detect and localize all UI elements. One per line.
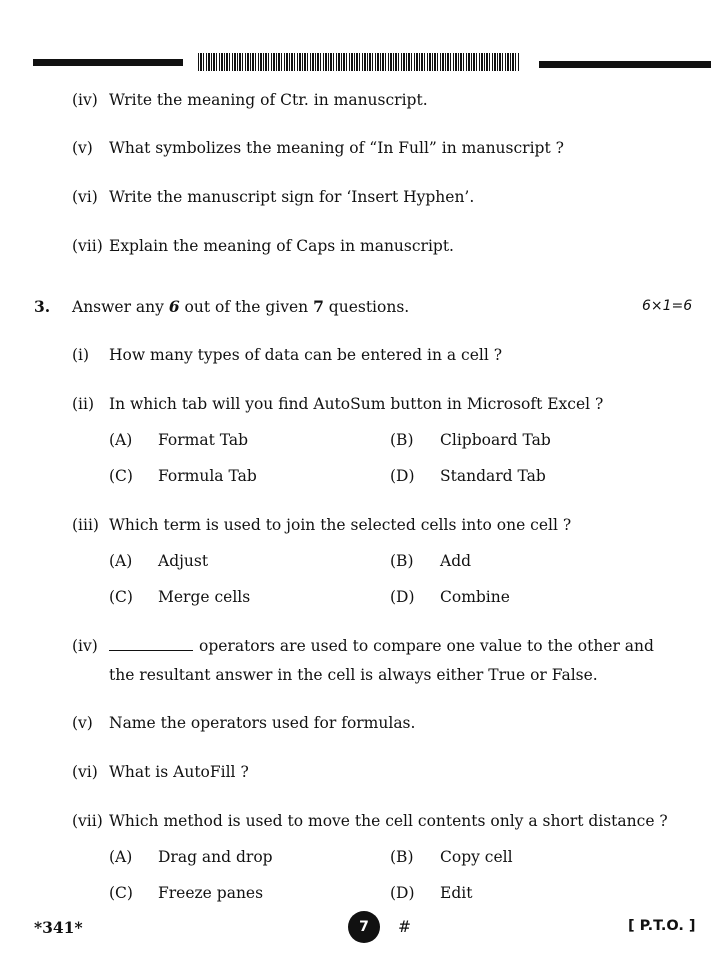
item-number: (ii) [72,395,95,413]
item-number: (iii) [72,516,99,534]
option-label: (B) [390,848,414,866]
barcode-icon [198,53,520,71]
option-text: Adjust [158,552,209,570]
instruction-count: 6 [168,297,180,316]
item-text: In which tab will you find AutoSum button in Microsoft Excel ? [109,395,604,413]
option-label: (C) [109,588,133,606]
marks-allocation: 6×1=6 [642,298,693,314]
option-text: Format Tab [158,431,249,449]
question-number: 3. [34,297,51,316]
answer-blank [109,638,193,651]
item-text: Which term is used to join the selected cells into one cell ? [109,516,572,534]
header-rule-left [33,59,183,66]
instruction-text: out of the given [179,298,314,316]
item-number: (vii) [72,812,103,830]
item-text: Write the manuscript sign for ‘Insert Hyphen’. [109,188,475,206]
option-text: Copy cell [440,848,513,866]
option-text: Add [440,552,472,570]
option-text: Drag and drop [158,848,273,866]
instruction-text: questions. [323,298,410,316]
option-label: (D) [390,467,415,485]
item-number: (i) [72,346,90,364]
item-number: (iv) [72,637,98,655]
option-text: Edit [440,884,473,902]
option-label: (C) [109,884,133,902]
item-number: (v) [72,139,93,157]
pto-label: [ P.T.O. ] [628,918,696,934]
item-text: Explain the meaning of Caps in manuscript. [109,237,454,255]
item-number: (vii) [72,237,103,255]
item-text: Which method is used to move the cell contents only a short distance ? [109,812,668,830]
option-label: (D) [390,884,415,902]
item-text: How many types of data can be entered in a cell ? [109,346,503,364]
option-text: Combine [440,588,510,606]
option-text: Clipboard Tab [440,431,551,449]
paper-code: *341* [34,918,83,937]
option-label: (A) [109,552,133,570]
item-text [109,637,654,655]
option-label: (B) [390,552,414,570]
item-number: (v) [72,714,93,732]
page-number: 7 [348,911,380,943]
header-rule-right [539,61,711,68]
item-text: What symbolizes the meaning of “In Full” in manuscript ? [109,139,564,157]
option-text: Freeze panes [158,884,264,902]
question-instruction [72,297,409,316]
item-text: Name the operators used for formulas. [109,714,416,732]
option-label: (B) [390,431,414,449]
option-label: (A) [109,431,133,449]
item-number: (iv) [72,91,98,109]
item-number: (vi) [72,763,98,781]
item-text: Write the meaning of Ctr. in manuscript. [109,91,428,109]
hash-mark: # [398,918,411,936]
option-label: (C) [109,467,133,485]
option-label: (A) [109,848,133,866]
item-text-line: the resultant answer in the cell is always either True or False. [109,666,598,684]
option-text: Formula Tab [158,467,257,485]
item-number: (vi) [72,188,98,206]
instruction-total: 7 [313,297,324,316]
option-text: Merge cells [158,588,251,606]
instruction-text: Answer any [72,298,169,316]
item-text: What is AutoFill ? [109,763,249,781]
option-text: Standard Tab [440,467,546,485]
option-label: (D) [390,588,415,606]
item-text-line: operators are used to compare one value to the other and [199,637,654,655]
